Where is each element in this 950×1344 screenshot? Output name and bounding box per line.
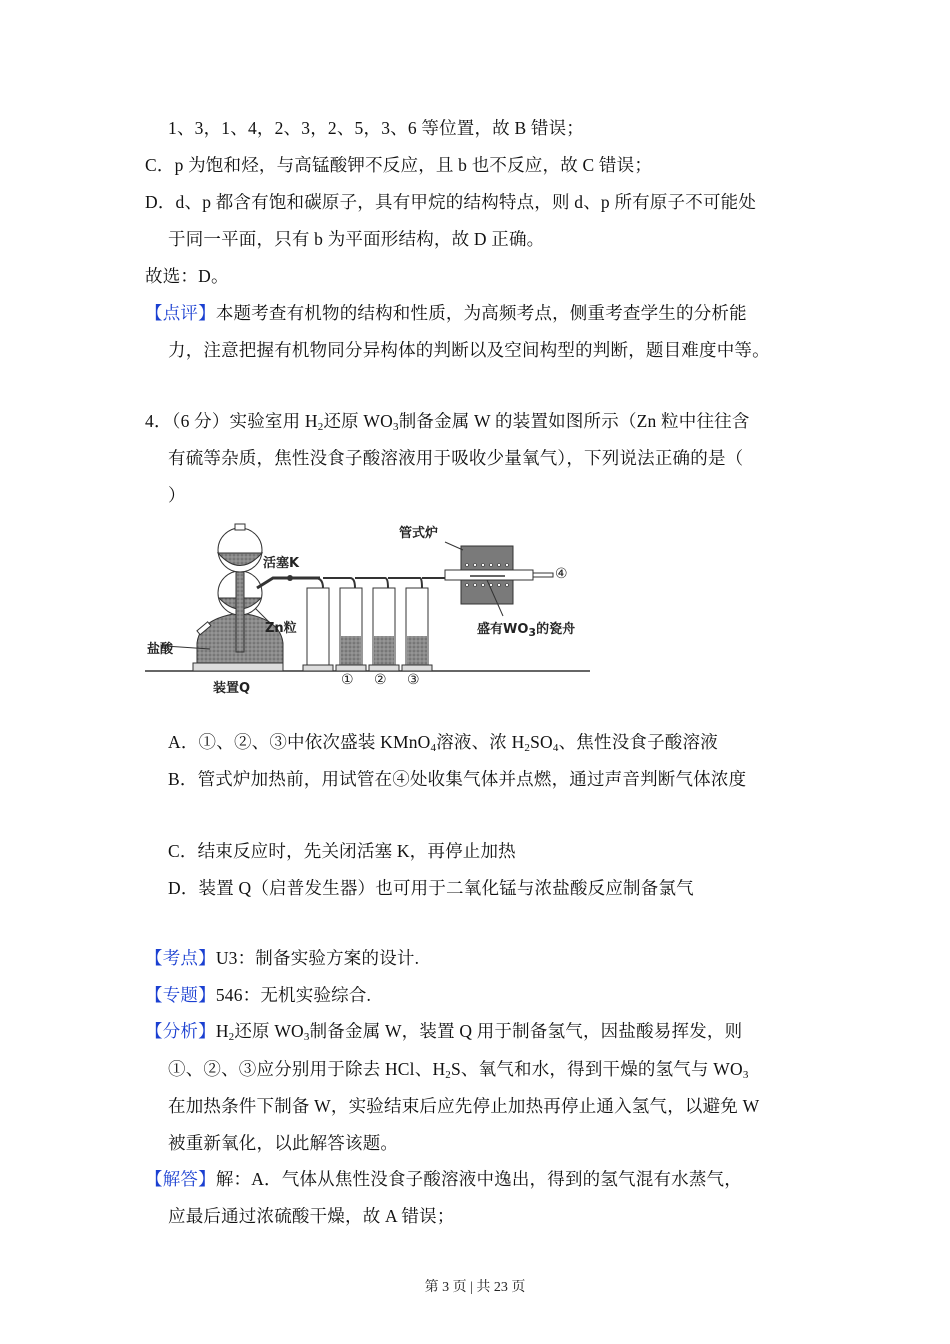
- zhuanti-tag: 【专题】: [145, 985, 216, 1005]
- label-porcelain-boat: 盛有$WO_3$的瓷舟: [477, 622, 576, 639]
- apparatus-diagram: [145, 518, 605, 698]
- fenxi-line2: ①、②、③应分别用于除去 HCl、$H_2S$、氧气和水，得到干燥的氢气与 $WO_3$: [168, 1059, 749, 1081]
- jieda-tag: 【解答】: [145, 1169, 216, 1189]
- fenxi-line4: 被重新氧化，以此解答该题。: [168, 1133, 399, 1153]
- prev-option-c-analysis: C．p 为饱和烃，与高锰酸钾不反应，且 b 也不反应，故 C 错误；: [145, 155, 653, 175]
- label-outlet-4: ④: [555, 566, 568, 582]
- jieda-line2: 应最后通过浓硫酸干燥，故 A 错误；: [168, 1206, 455, 1226]
- prev-option-d-analysis-line2: 于同一平面，只有 b 为平面形结构，故 D 正确。: [168, 229, 545, 249]
- label-tube-furnace: 管式炉: [399, 526, 439, 541]
- prev-comment-line2: 力，注意把握有机物同分异构体的判断以及空间构型的判断，题目难度中等。: [168, 340, 770, 360]
- label-hydrochloric-acid: 盐酸: [147, 642, 174, 657]
- option-d: D．装置 Q（启普发生器）也可用于二氧化锰与浓盐酸反应制备氯气: [168, 878, 694, 898]
- kaodian-tag: 【考点】: [145, 948, 216, 968]
- label-bottle-2: ②: [374, 672, 387, 688]
- comment-tag: 【点评】: [145, 303, 216, 323]
- question-4-stem-line1: 4．（6 分）实验室用 $H_2$还原 $WO_3$制备金属 W 的装置如图所示（Zn 粒中往往含: [145, 411, 750, 433]
- fenxi-line1: 【分析】$H_2$还原 $WO_3$制备金属 W，装置 Q 用于制备氢气，因盐酸易挥发，则: [145, 1021, 743, 1043]
- question-4-stem-line2: 有硫等杂质，焦性没食子酸溶液用于吸收少量氧气），下列说法正确的是（: [168, 448, 744, 468]
- label-zn-granules: Zn粒: [265, 621, 297, 636]
- question-4-stem-line3: ）: [168, 485, 186, 505]
- label-bottle-3: ③: [407, 672, 420, 688]
- apparatus-illustration: [145, 518, 605, 698]
- prev-comment-line1: [145, 302, 747, 324]
- label-device-q: 装置Q: [213, 681, 251, 696]
- zhuanti-line: 【专题】546：无机实验综合.: [145, 985, 372, 1005]
- page-footer: 第 3 页 | 共 23 页: [424, 1280, 526, 1295]
- label-bottle-1: ①: [341, 672, 354, 688]
- option-b: B．管式炉加热前，用试管在④处收集气体并点燃，通过声音判断气体浓度: [168, 769, 747, 789]
- option-a: A．①、②、③中依次盛装 KMnO$_4$溶液、浓 $H_2SO_4$、焦性没食子酸溶液: [168, 732, 718, 754]
- label-valve-k: 活塞K: [263, 556, 300, 571]
- prev-option-d-analysis-line1: D．d、p 都含有饱和碳原子，具有甲烷的结构特点，则 d、p 所有原子不可能处: [145, 192, 757, 212]
- jieda-line1: 【解答】解：A．气体从焦性没食子酸溶液中逸出，得到的氢气混有水蒸气，: [145, 1169, 742, 1189]
- comment-text: 本题考查有机物的结构和性质，为高频考点，侧重考查学生的分析能: [215, 303, 747, 323]
- prev-solution-line: 1、3，1、4，2、3，2、5，3、6 等位置，故 B 错误；: [168, 118, 584, 138]
- fenxi-tag: 【分析】: [145, 1021, 216, 1041]
- kaodian-line: 【考点】U3：制备实验方案的设计.: [145, 948, 420, 968]
- fenxi-line3: 在加热条件下制备 W，实验结束后应先停止加热再停止通入氢气，以避免 W: [168, 1096, 760, 1116]
- prev-answer: 故选：D。: [145, 266, 229, 286]
- option-c: C．结束反应时，先关闭活塞 K，再停止加热: [168, 841, 516, 861]
